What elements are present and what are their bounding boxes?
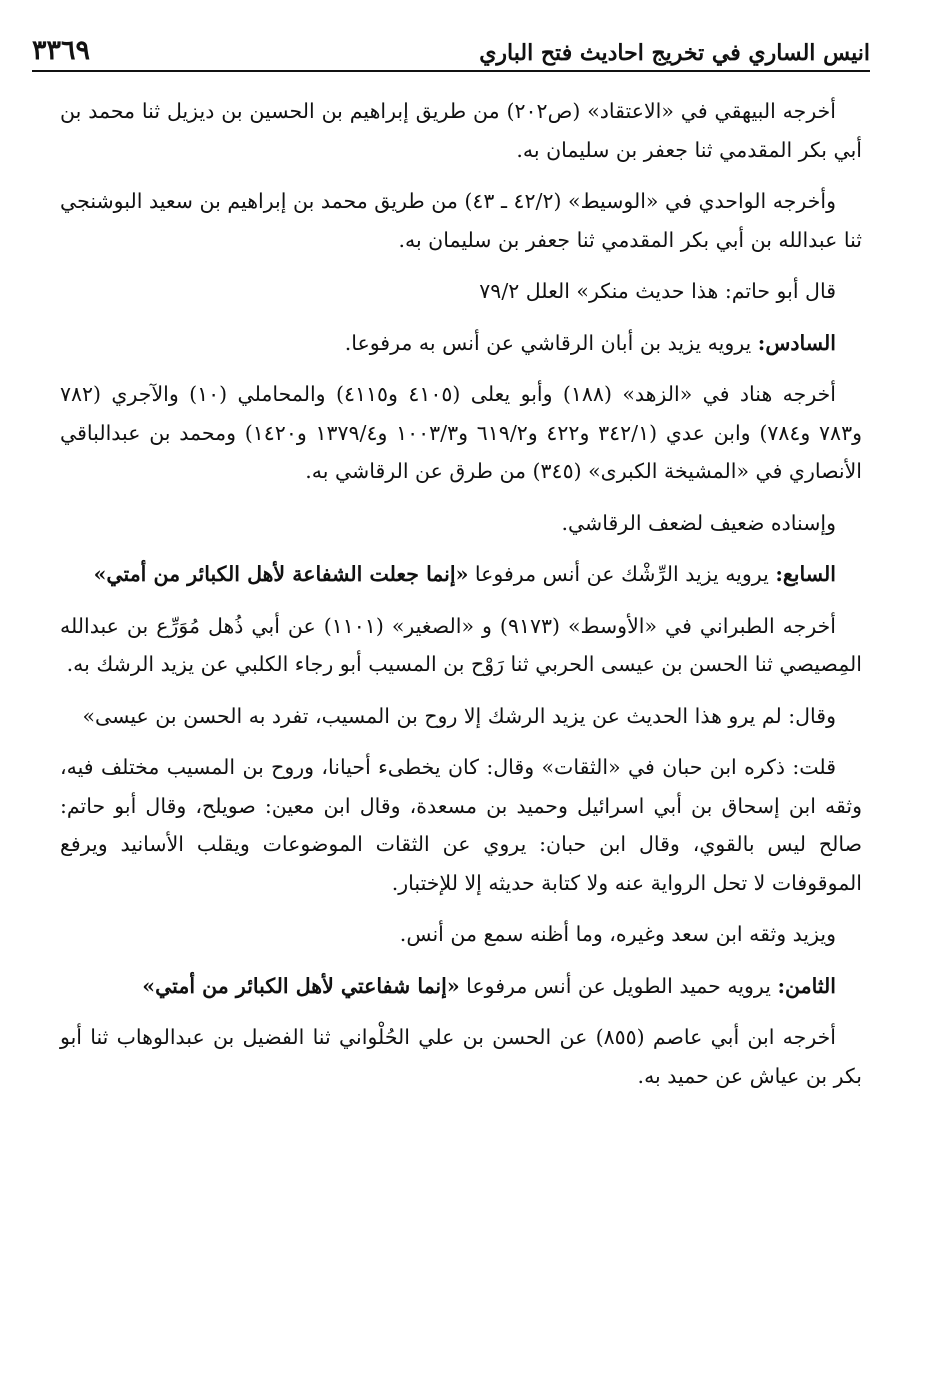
paragraph-text: أخرجه ابن أبي عاصم (٨٥٥) عن الحسن بن علي الحُلْواني ثنا الفضيل بن عبدالوهاب ثنا أبو بكر بن عياش عن حميد به. [60,1025,862,1088]
section-heading: الثامن: [777,973,836,998]
paragraph-text: وقال: لم يرو هذا الحديث عن يزيد الرشك إلا روح بن المسيب، تفرد به الحسن بن عيسى» [82,703,836,728]
section-heading: السادس: [757,330,836,355]
paragraph-text: يرويه يزيد الرِّشْك عن أنس مرفوعا [468,562,776,586]
paragraph-text: أخرجه الطبراني في «الأوسط» (٩١٧٣) و «الصغير» (١١٠١) عن أبي ذُهل مُوَرِّع بن عبدالله المِصيصي ثنا الحسن بن عيسى الحربي ثنا رَوْح بن المسيب أبو رجاء الكلبي عن يزيد الرشك به. [60,613,862,676]
paragraph-text: قال أبو حاتم: هذا حديث منكر» العلل ٧٩/٢ [479,279,836,303]
paragraph [60,697,862,736]
paragraph [60,272,862,311]
paragraph [60,967,862,1006]
paragraph [60,1018,862,1095]
paragraph [60,92,862,169]
paragraph-text: أخرجه هناد في «الزهد» (١٨٨) وأبو يعلى (٤١٠٥ و٤١١٥) والمحاملي (١٠) والآجري (٧٨٢ و٧٨٣ و٧٨٤) وابن عدي (٣٤٢/١ و٤٢٢ و٦١٩/٢ و١٠٠٣/٣ و١٣٧٩/٤ و١٤٢٠) ومحمد بن عبدالباقي الأنصاري في «المشيخة الكبرى» (٣٤٥) من طرق عن الرقاشي به. [60,382,862,483]
paragraph [60,915,862,954]
paragraph-text: يرويه حميد الطويل عن أنس مرفوعا [459,973,778,998]
hadith-quote: «إنما شفاعتي لأهل الكبائر من أمتي» [142,973,460,998]
paragraph-text: وأخرجه الواحدي في «الوسيط» (٤٢/٢ ـ ٤٣) من طريق محمد بن إبراهيم بن سعيد البوشنجي ثنا عبدالله بن أبي بكر المقدمي ثنا جعفر بن سليمان به. [60,189,862,252]
paragraph [60,375,862,491]
section-heading: السابع: [775,562,836,586]
paragraph [60,607,862,684]
paragraph [60,504,862,543]
paragraph [60,555,862,594]
paragraph [60,182,862,259]
paragraph-text: وإسناده ضعيف لضعف الرقاشي. [561,510,836,535]
running-header [32,22,870,72]
paragraph [60,748,862,902]
paragraph-text: قلت: ذكره ابن حبان في «الثقات» وقال: كان يخطىء أحيانا، وروح بن المسيب مختلف فيه، وثقه ابن إسحاق بن أبي اسرائيل وحميد بن مسعدة، وقال ابن معين: صويلح، وقال أبو حاتم: صالح ليس بالقوي، وقال ابن حبان: يروي عن الثقات الموضوعات ويقلب الأسانيد ويرفع الموقوفات لا تحل الرواية عنه ولا كتابة حديثه إلا للإختبار. [60,755,862,895]
paragraph-text: يرويه يزيد بن أبان الرقاشي عن أنس به مرفوعا. [344,330,758,355]
page-body [60,92,862,1108]
page-number: ٣٣٦٩ [32,35,91,66]
hadith-quote: «إنما جعلت الشفاعة لأهل الكبائر من أمتي» [93,562,469,586]
paragraph-text: ويزيد وثقه ابن سعد وغيره، وما أظنه سمع من أنس. [399,922,836,946]
book-title: انيس الساري في تخريج احاديث فتح الباري [479,40,870,66]
paragraph [60,324,862,363]
paragraph-text: أخرجه البيهقي في «الاعتقاد» (ص٢٠٢) من طريق إبراهيم بن الحسين بن ديزيل ثنا محمد بن أبي بكر المقدمي ثنا جعفر بن سليمان به. [60,99,862,162]
